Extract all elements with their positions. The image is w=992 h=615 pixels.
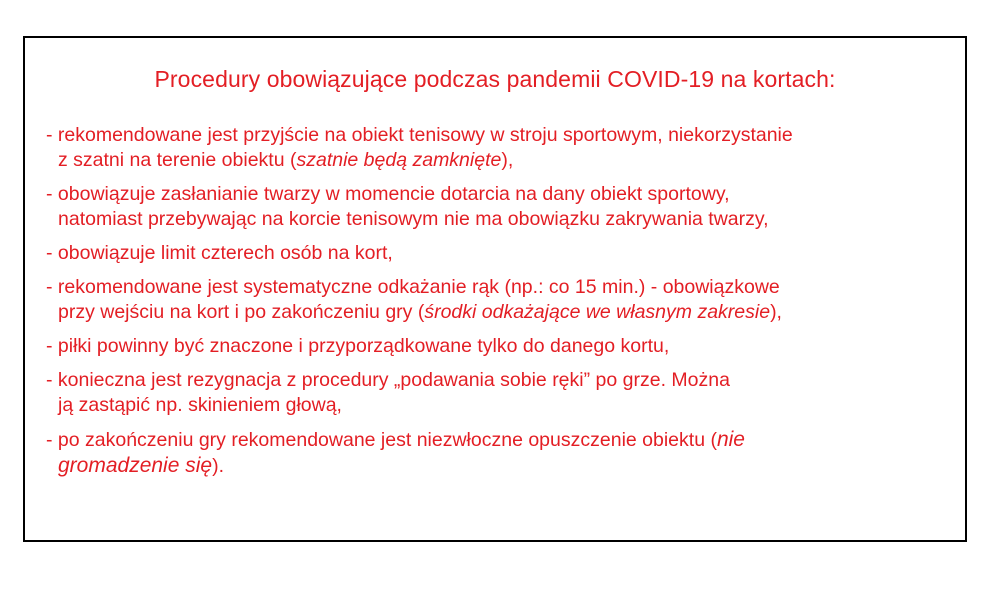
rule-line-continued: natomiast przebywając na korcie tenisowym nie ma obowiązku zakrywania twarzy, <box>58 208 769 230</box>
rule-line: - obowiązuje zasłanianie twarzy w momencie dotarcia na dany obiekt sportowy, <box>46 183 730 205</box>
rule-line-continued: przy wejściu na kort i po zakończeniu gry (środki odkażające we własnym zakresie), <box>58 301 782 323</box>
rule-line: - rekomendowane jest przyjście na obiekt tenisowy w stroju sportowym, niekorzystanie <box>46 124 793 146</box>
procedures-notice-box <box>23 36 967 542</box>
emphasis-text: gromadzenie się <box>58 454 213 477</box>
list-item-outfit <box>46 123 946 173</box>
list-item-person-limit <box>46 241 946 266</box>
list-item-handshake <box>46 368 946 418</box>
rule-line-continued: z szatni na terenie obiektu (szatnie będą zamknięte), <box>58 149 514 171</box>
list-item-balls <box>46 334 946 359</box>
emphasis-text: nie <box>716 428 745 451</box>
list-item-leave-venue <box>46 427 946 479</box>
list-item-disinfection <box>46 275 946 325</box>
emphasis-text: środki odkażające we własnym zakresie <box>424 301 771 323</box>
rule-line: - po zakończeniu gry rekomendowane jest niezwłoczne opuszczenie obiektu (nie <box>46 428 745 451</box>
rule-line-continued: gromadzenie się). <box>58 454 225 477</box>
procedures-list <box>46 123 946 488</box>
notice-title: Procedury obowiązujące podczas pandemii COVID-19 na kortach: <box>154 66 836 92</box>
rule-line: - rekomendowane jest systematyczne odkażanie rąk (np.: co 15 min.) - obowiązkowe <box>46 276 780 298</box>
list-item-face-cover <box>46 182 946 232</box>
emphasis-text: szatnie będą zamknięte <box>296 149 502 171</box>
rule-line: - piłki powinny być znaczone i przyporządkowane tylko do danego kortu, <box>46 335 670 357</box>
rule-line-continued: ją zastąpić np. skinieniem głową, <box>58 394 342 416</box>
rule-line: - konieczna jest rezygnacja z procedury „podawania sobie ręki” po grze. Można <box>46 369 730 391</box>
rule-line: - obowiązuje limit czterech osób na kort, <box>46 242 393 264</box>
